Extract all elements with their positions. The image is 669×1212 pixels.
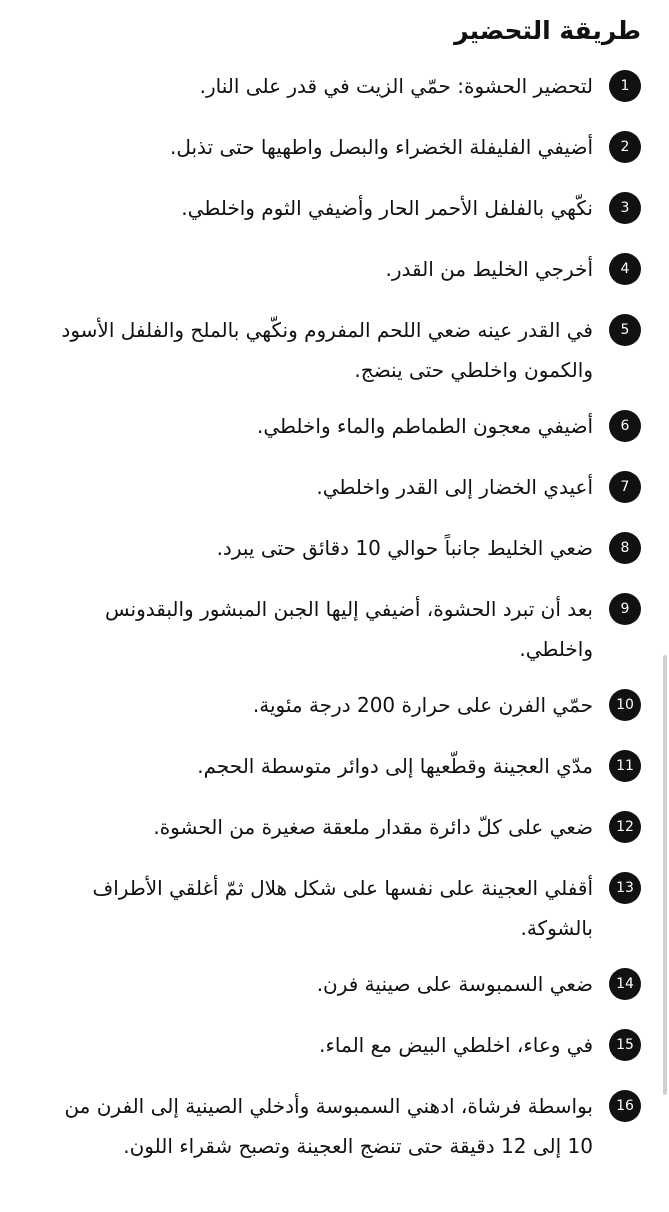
list-item	[40, 872, 641, 968]
step-number-badge: 13	[609, 872, 641, 904]
step-number-badge: 5	[609, 314, 641, 346]
step-text: في القدر عينه ضعي اللحم المفروم ونكّهي بالملح والفلفل الأسود والكمون واخلطي حتى ينضج.	[61, 318, 593, 382]
step-number-badge: 14	[609, 968, 641, 1000]
step-text: أخرجي الخليط من القدر.	[385, 257, 593, 281]
step-text: لتحضير الحشوة: حمّي الزيت في قدر على النار.	[199, 74, 593, 98]
step-number-badge: 9	[609, 593, 641, 625]
list-item	[40, 689, 641, 750]
step-text: أعيدي الخضار إلى القدر واخلطي.	[316, 475, 593, 499]
step-text: أضيفي الفليفلة الخضراء والبصل واطهيها حتى تذبل.	[169, 135, 593, 159]
list-item	[40, 1090, 641, 1212]
page-title: طريقة التحضير	[454, 16, 641, 45]
list-item	[40, 1029, 641, 1090]
scrollbar[interactable]	[663, 655, 667, 1095]
list-item	[40, 314, 641, 410]
list-item	[40, 750, 641, 811]
list-item	[40, 532, 641, 593]
step-text: أقفلي العجينة على نفسها على شكل هلال ثمّ أغلقي الأطراف بالشوكة.	[92, 876, 593, 940]
steps-list	[40, 70, 641, 1212]
step-number-badge: 2	[609, 131, 641, 163]
step-number-badge: 6	[609, 410, 641, 442]
step-number-badge: 12	[609, 811, 641, 843]
step-number-badge: 1	[609, 70, 641, 102]
list-item	[40, 131, 641, 192]
step-number-badge: 10	[609, 689, 641, 721]
step-text: ضعي على كلّ دائرة مقدار ملعقة صغيرة من الحشوة.	[153, 815, 593, 839]
list-item	[40, 968, 641, 1029]
step-text: بواسطة فرشاة، ادهني السمبوسة وأدخلي الصينية إلى الفرن من 10 إلى 12 دقيقة حتى تنضج العجينة وتصبح شقراء اللون.	[64, 1094, 593, 1158]
step-number-badge: 11	[609, 750, 641, 782]
step-number-badge: 16	[609, 1090, 641, 1122]
step-text: في وعاء، اخلطي البيض مع الماء.	[319, 1033, 593, 1057]
list-item	[40, 471, 641, 532]
step-number-badge: 8	[609, 532, 641, 564]
list-item	[40, 811, 641, 872]
step-text: ضعي السمبوسة على صينية فرن.	[316, 972, 593, 996]
step-text: مدّي العجينة وقطّعيها إلى دوائر متوسطة الحجم.	[197, 754, 593, 778]
step-number-badge: 7	[609, 471, 641, 503]
list-item	[40, 253, 641, 314]
step-text: ضعي الخليط جانباً حوالي 10 دقائق حتى يبرد.	[216, 536, 593, 560]
list-item	[40, 192, 641, 253]
step-number-badge: 15	[609, 1029, 641, 1061]
step-text: أضيفي معجون الطماطم والماء واخلطي.	[256, 414, 593, 438]
step-text: حمّي الفرن على حرارة 200 درجة مئوية.	[252, 693, 593, 717]
list-item	[40, 70, 641, 131]
step-text: نكّهي بالفلفل الأحمر الحار وأضيفي الثوم واخلطي.	[181, 196, 593, 220]
list-item	[40, 410, 641, 471]
list-item	[40, 593, 641, 689]
step-number-badge: 3	[609, 192, 641, 224]
step-text: بعد أن تبرد الحشوة، أضيفي إليها الجبن المبشور والبقدونس واخلطي.	[105, 597, 593, 661]
step-number-badge: 4	[609, 253, 641, 285]
